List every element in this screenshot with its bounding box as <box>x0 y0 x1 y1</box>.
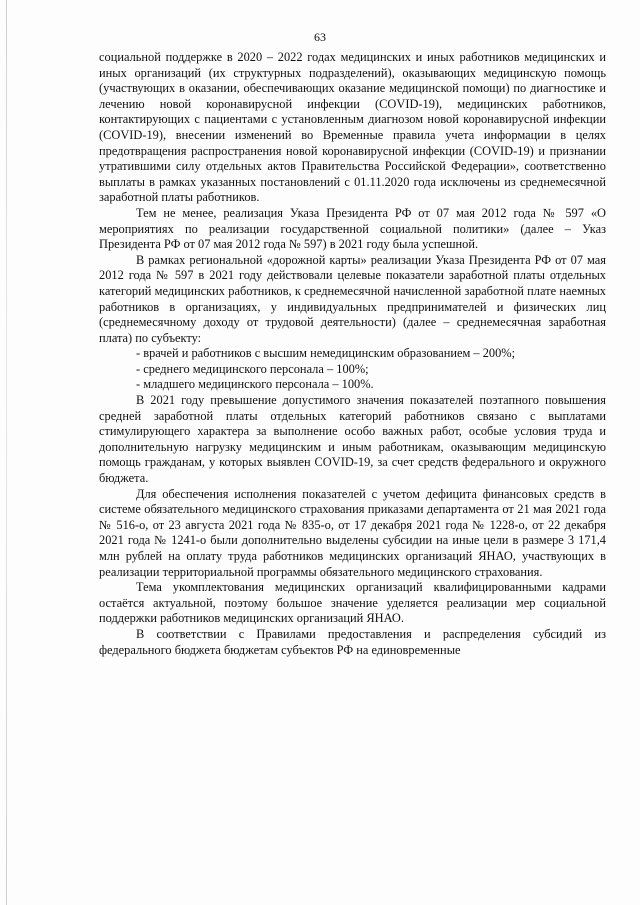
list-item: - младшего медицинского персонала – 100%. <box>136 377 374 392</box>
paragraph: социальной поддержке в 2020 – 2022 годах медицинских и иных работников медицинских и иных организаций (их структурных подразделений), оказывающих медицинскую помощь (участвующих в оказании, обеспечивающих оказание медицинской помощи) по диагностике и лечению новой коронавирусной инфекции (COVID-19), медицинских работников, контактирующих с пациентами с установленным диагнозом новой коронавирусной инфекции (COVID-19), внесении изменений во Временные правила учета информации в целях предотвращения распространения новой коронавирусной инфекции (COVID-19) и признании утратившими силу отдельных актов Правительства Российской Федерации», соответственно выплаты в рамках указанных постановлений с 01.11.2020 года исключены из среднемесячной заработной платы работников. <box>99 50 606 205</box>
document-body <box>99 50 606 658</box>
paragraph: В соответствии с Правилами предоставления и распределения субсидий из федерального бюджета бюджетам субъектов РФ на единовременные <box>99 626 606 657</box>
paragraph: В 2021 году превышение допустимого значения показателей поэтапного повышения средней заработной платы отдельных категорий работников связано с выплатами стимулирующего характера за выполнение особо важных работ, особые условия труда и дополнительную нагрузку медицинским и иным работникам, оказывающим медицинскую помощь гражданам, у которых выявлен COVID-19, за счет средств федерального и окружного бюджета. <box>99 393 606 486</box>
list-item: - врачей и работников с высшим немедицинским образованием – 200%; <box>136 346 516 361</box>
list-item: - среднего медицинского персонала – 100%; <box>136 361 369 376</box>
scan-edge-line <box>6 0 7 905</box>
page-number: 63 <box>314 30 326 44</box>
paragraph: Тема укомплектования медицинских организаций квалифицированными кадрами остаётся актуальной, поэтому большое значение уделяется реализации мер социальной поддержки работников медицинских организаций ЯНАО. <box>99 580 606 626</box>
paragraph: Для обеспечения исполнения показателей с учетом дефицита финансовых средств в системе обязательного медицинского страхования приказами департамента от 21 мая 2021 года № 516-о, от 23 августа 2021 года № 835-о, от 17 декабря 2021 года № 1228-о, от 22 декабря 2021 года № 1241-о были дополнительно выделены субсидии на иные цели в размере 3 171,4 млн рублей на оплату труда работников медицинских организаций ЯНАО, участвующих в реализации территориальной программы обязательного медицинского страхования. <box>99 486 606 579</box>
paragraph: В рамках региональной «дорожной карты» реализации Указа Президента РФ от 07 мая 2012 года № 597 в 2021 году действовали целевые показатели заработной платы отдельных категорий медицинских работников, к среднемесячной начисленной заработной плате наемных работников в организациях, у индивидуальных предпринимателей и физических лиц (среднемесячному доходу от трудовой деятельности) (далее – среднемесячная заработная плата) по субъекту: <box>99 252 606 345</box>
paragraph: Тем не менее, реализация Указа Президента РФ от 07 мая 2012 года № 597 «О мероприятиях по реализации государственной социальной политики» (далее – Указ Президента РФ от 07 мая 2012 года № 597) в 2021 году была успешной. <box>99 205 606 252</box>
